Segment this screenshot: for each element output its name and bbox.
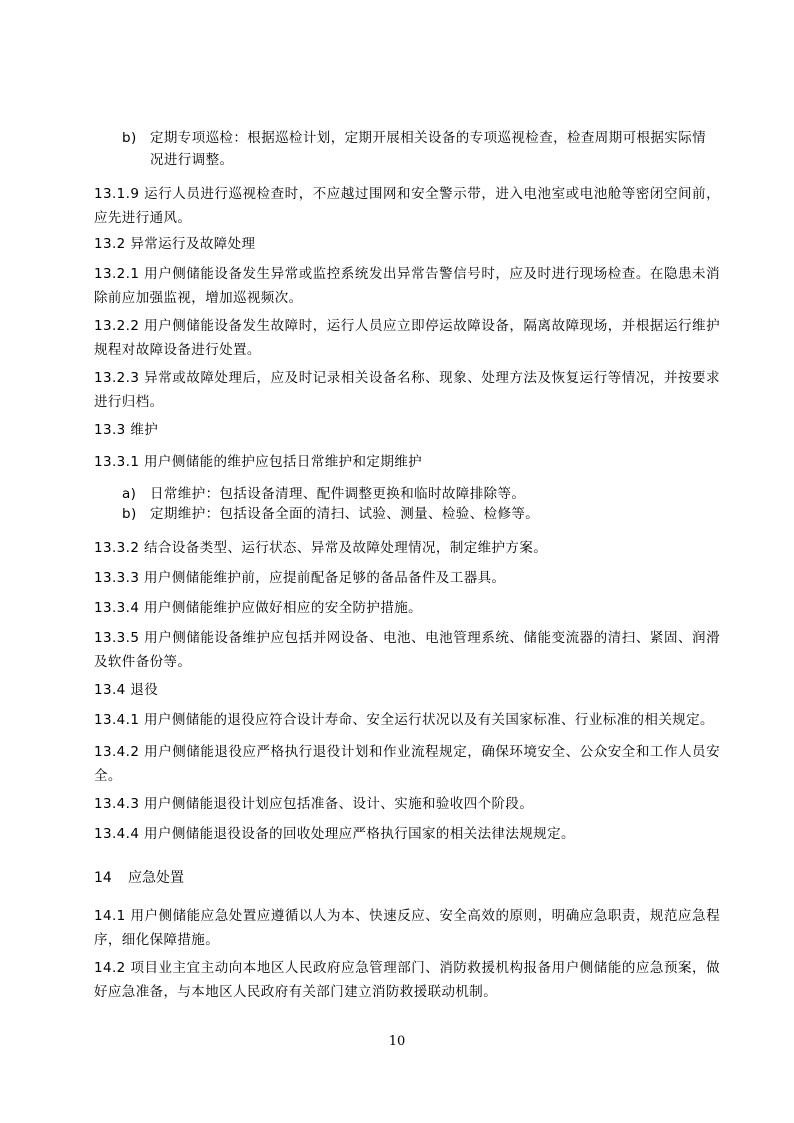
section-heading-13-3: 13.3 维护 xyxy=(94,422,159,438)
section-heading-13-2: 13.2 异常运行及故障处理 xyxy=(94,236,256,252)
paragraph-14-1: 14.1 用户侧储能应急处置应遵循以人为本、快速反应、安全高效的原则，明确应急职责，规范应急程序，细化保障措施。 xyxy=(94,908,720,948)
list-item-label: b) xyxy=(122,130,137,146)
chapter-number: 14 xyxy=(94,870,112,886)
list-item-label: b) xyxy=(122,506,137,522)
paragraph-14-2: 14.2 项目业主宜主动向本地区人民政府应急管理部门、消防救援机构报备用户侧储能的应急预案，做好应急准备，与本地区人民政府有关部门建立消防救援联动机制。 xyxy=(94,960,720,1000)
page-number: 10 xyxy=(388,1034,406,1049)
paragraph-13-3-3: 13.3.3 用户侧储能维护前，应提前配备足够的备品备件及工器具。 xyxy=(94,570,506,586)
chapter-title: 应急处置 xyxy=(128,870,184,886)
paragraph-13-3-4: 13.3.4 用户侧储能维护应做好相应的安全防护措施。 xyxy=(94,600,423,616)
list-item-text: 日常维护：包括设备清理、配件调整更换和临时故障排除等。 xyxy=(150,486,526,502)
paragraph-13-4-4: 13.4.4 用户侧储能退役设备的回收处理应严格执行国家的相关法律法规规定。 xyxy=(94,826,575,842)
paragraph-13-3-5: 13.3.5 用户侧储能设备维护应包括并网设备、电池、电池管理系统、储能变流器的清扫、紧固、润滑及软件备份等。 xyxy=(94,630,720,670)
paragraph-13-4-3: 13.4.3 用户侧储能退役计划应包括准备、设计、实施和验收四个阶段。 xyxy=(94,796,534,812)
section-heading-13-4: 13.4 退役 xyxy=(94,682,159,698)
paragraph-13-2-3: 13.2.3 异常或故障处理后，应及时记录相关设备名称、现象、处理方法及恢复运行等情况，并按要求进行归档。 xyxy=(94,370,720,410)
paragraph-13-3-2: 13.3.2 结合设备类型、运行状态、异常及故障处理情况，制定维护方案。 xyxy=(94,540,548,556)
paragraph-13-1-9: 13.1.9 运行人员进行巡视检查时，不应越过围网和安全警示带，进入电池室或电池舱等密闭空间前，应先进行通风。 xyxy=(94,186,720,226)
paragraph-13-3-1: 13.3.1 用户侧储能的维护应包括日常维护和定期维护 xyxy=(94,454,423,470)
paragraph-13-4-1: 13.4.1 用户侧储能的退役应符合设计寿命、安全运行状况以及有关国家标准、行业标准的相关规定。 xyxy=(94,712,714,728)
list-item-text: 定期专项巡检：根据巡检计划，定期开展相关设备的专项巡视检查，检查周期可根据实际情 xyxy=(150,130,706,146)
list-item-label: a) xyxy=(122,486,137,502)
paragraph-13-2-1: 13.2.1 用户侧储能设备发生异常或监控系统发出异常告警信号时，应及时进行现场检查。在隐患未消除前应加强监视，增加巡视频次。 xyxy=(94,266,720,306)
paragraph-13-2-2: 13.2.2 用户侧储能设备发生故障时，运行人员应立即停运故障设备，隔离故障现场，并根据运行维护规程对故障设备进行处置。 xyxy=(94,318,720,358)
chapter-heading-14 xyxy=(94,866,184,890)
list-item-text-cont: 况进行调整。 xyxy=(150,152,234,168)
paragraph-13-4-2: 13.4.2 用户侧储能退役应严格执行退役计划和作业流程规定，确保环境安全、公众安全和工作人员安全。 xyxy=(94,744,720,784)
list-item-text: 定期维护：包括设备全面的清扫、试验、测量、检验、检修等。 xyxy=(150,506,540,522)
